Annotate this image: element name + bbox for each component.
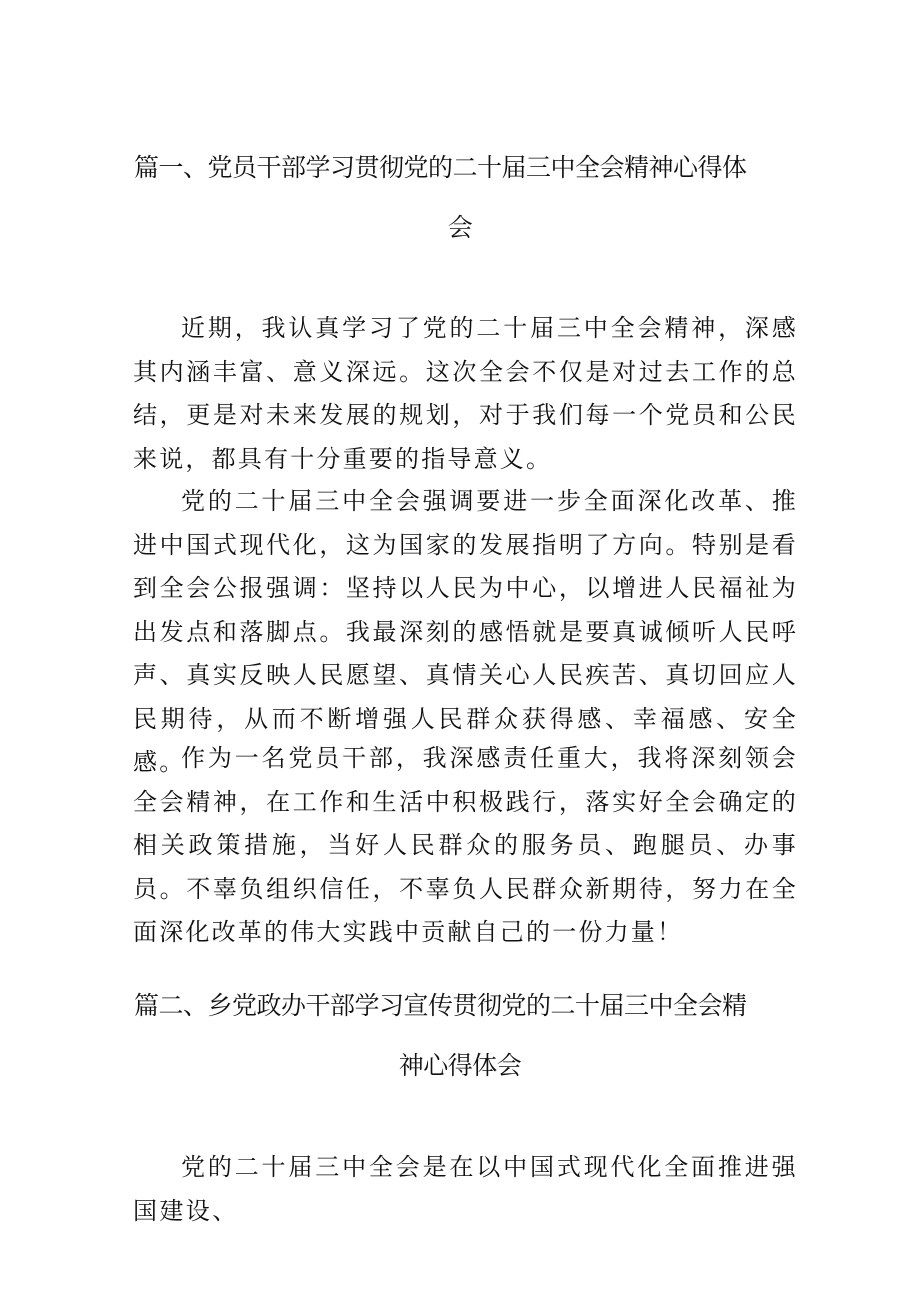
section-1-paragraph-1: 近期，我认真学习了党的二十届三中全会精神，深感其内涵丰富、意义深远。这次全会不仅是对过去工作的总结，更是对未来发展的规划，对于我们每一个党员和公民来说，都具有十分重要的指导意义。: [133, 314, 798, 473]
section-2-title-line2: 神心得体会: [398, 1051, 522, 1080]
section-1-title-line1: 篇一、党员干部学习贯彻党的二十届三中全会精神心得体: [134, 153, 747, 182]
section-2-title-line1: 篇二、乡党政办干部学习宣传贯彻党的二十届三中全会精: [134, 991, 747, 1020]
section-1-paragraph-3: 作为一名党员干部，我深感责任重大，我将深刻领会全会精神，在工作和生活中积极践行，落实好全会确定的相关政策措施，当好人民群众的服务员、跑腿员、办事员。不辜负组织信任，不辜负人民群众新期待，努力在全面深化改革的伟大实践中贡献自己的一份力量！: [133, 744, 798, 946]
section-2-paragraph-1: 党的二十届三中全会是在以中国式现代化全面推进强国建设、: [133, 1153, 798, 1225]
section-1-paragraph-2: 党的二十届三中全会强调要进一步全面深化改革、推进中国式现代化，这为国家的发展指明了方向。特别是看到全会公报强调：坚持以人民为中心，以增进人民福祉为出发点和落脚点。我最深刻的感悟就是要真诚倾听人民呼声、真实反映人民愿望、真情关心人民疾苦、真切回应人民期待，从而不断增强人民群众获得感、幸福感、安全感。: [133, 487, 798, 776]
section-1-title-line2: 会: [447, 213, 473, 242]
